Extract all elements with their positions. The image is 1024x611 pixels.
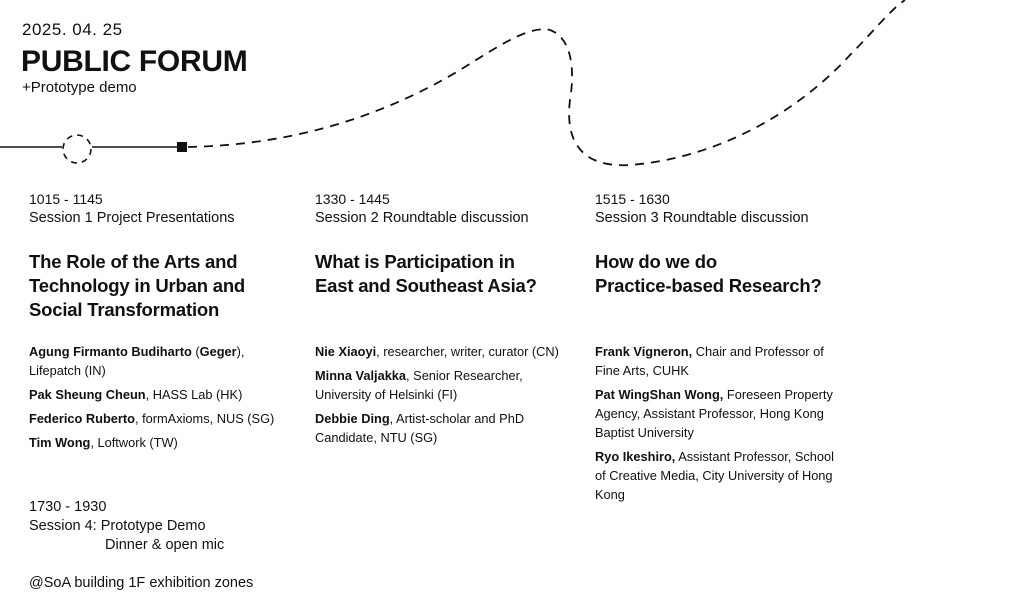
speaker-affiliation: , formAxioms, NUS (SG) [134, 411, 275, 426]
heading-line: How do we do [595, 251, 717, 272]
speaker-affiliation: Assistant Professor, School of Creative Media, City University of Hong Kong [595, 449, 834, 502]
speaker-name: Federico Ruberto [29, 411, 135, 426]
session-time: 1730 - 1930 [29, 499, 107, 515]
speaker-affiliation: , Senior Researcher, University of Helsinki (FI) [315, 368, 523, 402]
timeline-dashed-curve [188, 0, 905, 165]
session-4 [29, 498, 224, 555]
speaker-name: Ryo Ikeshiro, [595, 449, 676, 464]
speaker-name: Pak Sheung Cheun [29, 387, 146, 402]
session-label: Session 2 Roundtable discussion [315, 210, 529, 226]
speaker-affiliation: , researcher, writer, curator (CN) [376, 344, 559, 359]
session-time: 1330 - 1445 [315, 191, 390, 207]
speaker-list [315, 342, 580, 447]
session-label: Session 3 Roundtable discussion [595, 210, 809, 226]
event-date: 2025. 04. 25 [22, 20, 123, 39]
speaker-alias: Geger [199, 344, 237, 359]
session-label: Session 1 Project Presentations [29, 210, 235, 226]
timeline-dashed-circle [63, 135, 91, 163]
speaker-affiliation: , Loftwork (TW) [90, 435, 178, 450]
session-time: 1515 - 1630 [595, 191, 670, 207]
speaker-affiliation: Lifepatch (IN) [29, 363, 106, 378]
speaker-affiliation: , HASS Lab (HK) [145, 387, 243, 402]
session-heading [29, 250, 299, 322]
heading-line: Technology in Urban and [29, 275, 246, 296]
timeline-square-marker [177, 142, 187, 152]
speaker-name: Pat WingShan Wong, [595, 387, 724, 402]
session-2 [315, 190, 580, 452]
speaker [29, 433, 299, 452]
speaker-name: Tim Wong [29, 435, 91, 450]
session-label-continued: Dinner & open mic [105, 537, 225, 553]
speaker-name: Nie Xiaoyi [315, 344, 377, 359]
speaker [595, 385, 840, 442]
heading-line: What is Participation in [315, 251, 515, 272]
speaker [29, 385, 299, 404]
speaker-name: Frank Vigneron, [595, 344, 693, 359]
heading-line: Practice-based Research? [595, 275, 822, 296]
session-heading [595, 250, 840, 298]
speaker [595, 342, 840, 380]
speaker-list [595, 342, 840, 504]
speaker-affiliation: Foreseen Property Agency, Assistant Professor, Hong Kong Baptist University [595, 387, 833, 440]
speaker [595, 447, 840, 504]
speaker-affiliation: , Artist-scholar and PhD Candidate, NTU (SG) [315, 411, 525, 445]
speaker [315, 342, 580, 361]
page-title: PUBLIC FORUM [21, 45, 248, 78]
heading-line: The Role of the Arts and [29, 251, 238, 272]
speaker-name: Agung Firmanto Budiharto [29, 344, 192, 359]
speaker-affiliation: Chair and Professor of Fine Arts, CUHK [595, 344, 824, 378]
heading-line: East and Southeast Asia? [315, 275, 537, 296]
session-time: 1015 - 1145 [29, 191, 103, 207]
speaker: Agung Firmanto Budiharto (Geger), Lifepatch (IN) [29, 344, 245, 378]
session-label: Session 4: Prototype Demo [29, 518, 206, 534]
session-heading [315, 250, 580, 298]
speaker [315, 366, 580, 404]
session-3 [595, 190, 840, 509]
page-subtitle: +Prototype demo [22, 79, 137, 96]
speaker-name: Debbie Ding [315, 411, 390, 426]
speaker [315, 409, 580, 447]
speaker-list [29, 342, 299, 452]
venue-text: @SoA building 1F exhibition zones [29, 575, 254, 591]
speaker-name: Minna Valjakka [315, 368, 407, 383]
heading-line: Social Transformation [29, 299, 220, 320]
speaker [29, 409, 299, 428]
session-1 [29, 190, 299, 457]
